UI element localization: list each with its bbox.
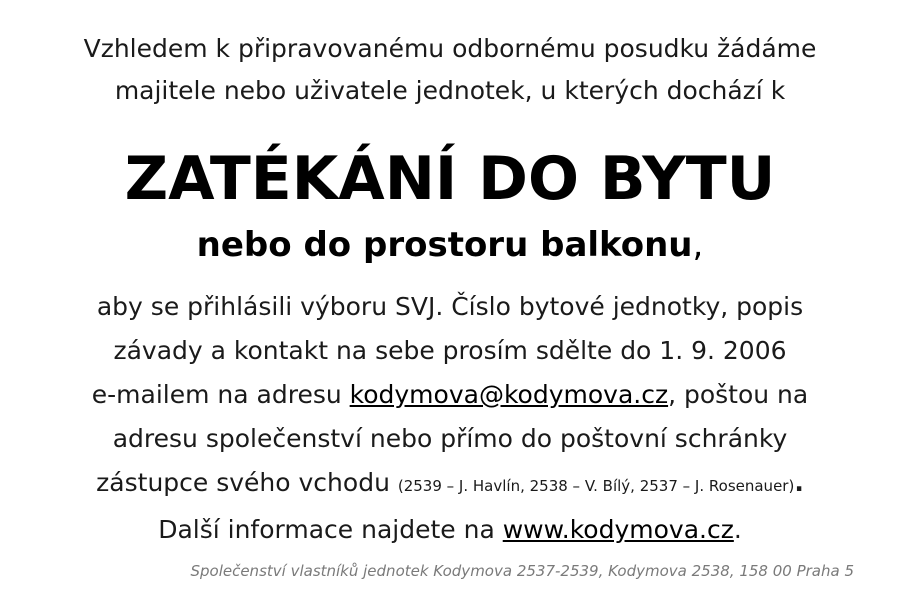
email-suffix: , poštou na xyxy=(668,380,809,409)
email-link[interactable]: kodymova@kodymova.cz xyxy=(349,380,669,409)
info-suffix: . xyxy=(733,515,742,544)
email-prefix: e-mailem na adresu xyxy=(91,380,350,409)
website-link[interactable]: www.kodymova.cz xyxy=(502,515,734,544)
info-prefix: Další informace najdete na xyxy=(158,515,503,544)
entrance-representatives: (2539 – J. Havlín, 2538 – V. Bílý, 2537 – J. Rosenauer) xyxy=(397,477,795,495)
intro-line-1: Vzhledem k připravovanému odbornému posudku žádáme xyxy=(83,34,817,63)
body-text xyxy=(0,285,900,552)
body-line-3 xyxy=(0,373,900,417)
body-line-4: adresu společenství nebo přímo do poštovní schránky xyxy=(112,424,788,453)
entrance-period: . xyxy=(794,468,804,497)
subheadline xyxy=(0,220,900,270)
intro-line-2: majitele nebo uživatele jednotek, u kterých dochází k xyxy=(114,76,786,105)
entrance-text: zástupce svého vchodu xyxy=(96,468,398,497)
body-line-6 xyxy=(0,508,900,552)
body-line-2: závady a kontakt na sebe prosím sdělte do 1. 9. 2006 xyxy=(113,336,787,365)
body-line-5 xyxy=(0,461,900,508)
body-line-1: aby se přihlásili výboru SVJ. Číslo bytové jednotky, popis xyxy=(96,292,804,321)
subheadline-text: nebo do prostoru balkonu xyxy=(196,225,693,265)
subheadline-comma: , xyxy=(692,225,704,265)
headline: ZATÉKÁNÍ DO BYTU xyxy=(124,144,776,214)
intro-text xyxy=(0,28,900,112)
footer-address: Společenství vlastníků jednotek Kodymova 2537-2539, Kodymova 2538, 158 00 Praha 5 xyxy=(190,562,854,580)
